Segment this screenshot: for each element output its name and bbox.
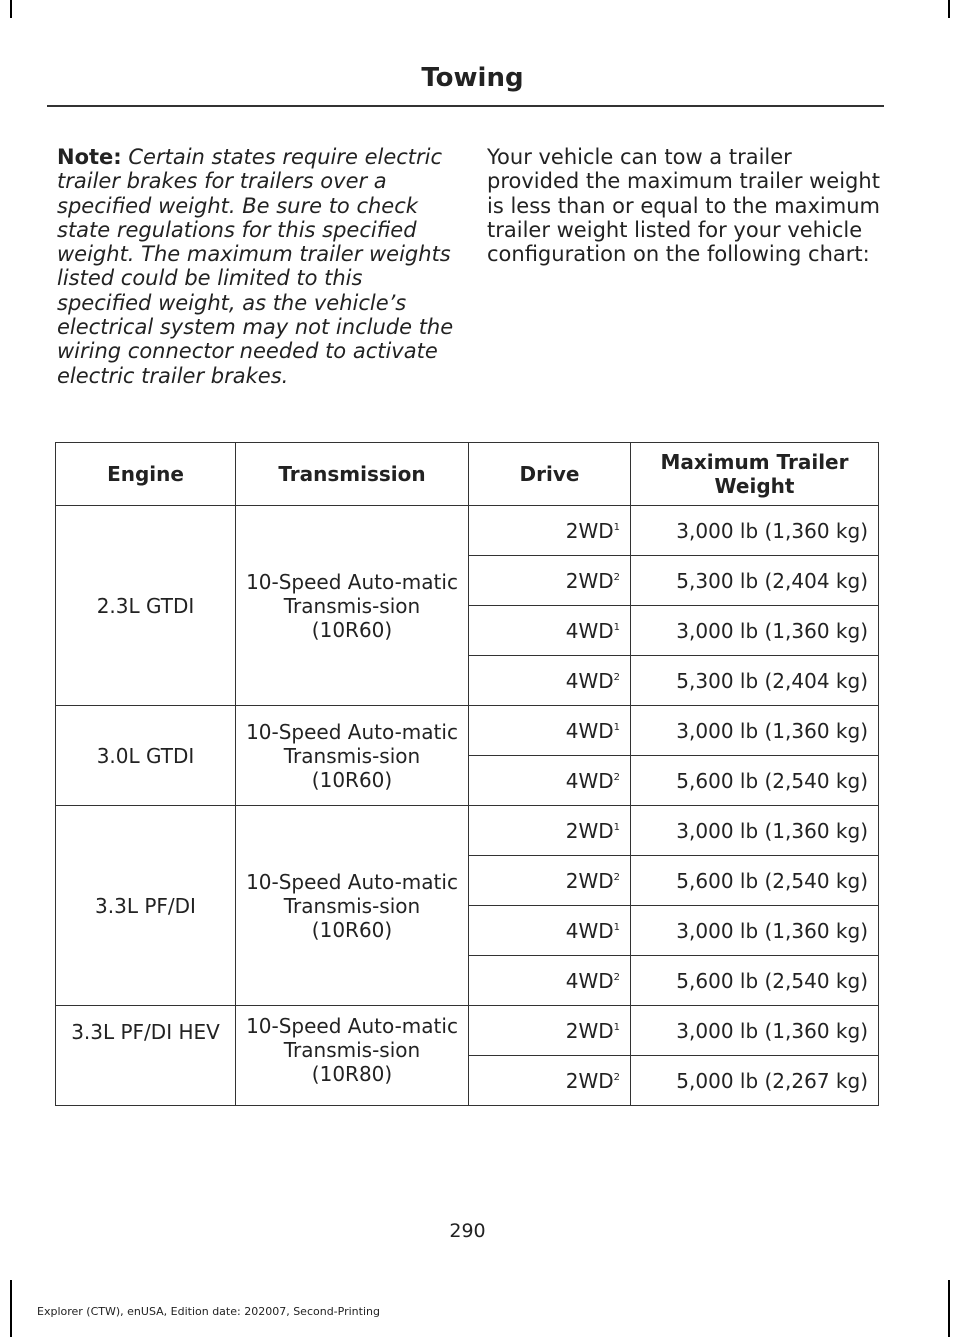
- footnote-ref: 2: [613, 571, 620, 583]
- weight-cell: 5,600 lb (2,540 kg): [631, 756, 879, 806]
- footnote-ref: 1: [613, 521, 620, 533]
- footnote-ref: 2: [613, 671, 620, 683]
- note-paragraph: [57, 145, 457, 388]
- footnote-ref: 1: [613, 721, 620, 733]
- weight-cell: 5,000 lb (2,267 kg): [631, 1056, 879, 1106]
- note-text: Certain states require electric trailer brakes for trailers over a specified weight. Be sure to check state regulations for this specified weight. The maximum trailer weights listed could be limited to this specified weight, as the vehicle’s electrical system may not include the wiring connector needed to activate electric trailer brakes.: [57, 145, 454, 388]
- crop-mark-top-right: [948, 0, 950, 18]
- footnote-ref: 1: [613, 621, 620, 633]
- engine-cell: 3.0L GTDI: [56, 706, 236, 806]
- drive-cell: $2WD^1$: [469, 806, 631, 856]
- weight-cell: 3,000 lb (1,360 kg): [631, 806, 879, 856]
- drive-cell: $2WD^2$: [469, 556, 631, 606]
- header-drive: Drive: [469, 443, 631, 506]
- drive-cell: $4WD^2$: [469, 956, 631, 1006]
- weight-cell: 5,600 lb (2,540 kg): [631, 956, 879, 1006]
- footnote-ref: 2: [613, 871, 620, 883]
- weight-cell: 5,300 lb (2,404 kg): [631, 656, 879, 706]
- header-engine: Engine: [56, 443, 236, 506]
- drive-cell: $4WD^2$: [469, 656, 631, 706]
- crop-mark-bottom-left: [10, 1280, 12, 1337]
- page-title: Towing: [421, 63, 524, 93]
- footnote-ref: 2: [613, 971, 620, 983]
- weight-cell: 5,300 lb (2,404 kg): [631, 556, 879, 606]
- weight-cell: 3,000 lb (1,360 kg): [631, 1006, 879, 1056]
- note-label: Note:: [57, 145, 122, 169]
- transmission-cell: 10-Speed Auto-matic Transmis-sion (10R80): [236, 1006, 469, 1106]
- weight-cell: 3,000 lb (1,360 kg): [631, 606, 879, 656]
- footnote-ref: 1: [613, 921, 620, 933]
- drive-cell: $4WD^1$: [469, 906, 631, 956]
- intro-paragraph: Your vehicle can tow a trailer provided the maximum trailer weight is less than or equal to the maximum trailer weight listed for your vehicle configuration on the following chart:: [487, 145, 880, 267]
- table-header-row: [56, 443, 879, 506]
- weight-cell: 5,600 lb (2,540 kg): [631, 856, 879, 906]
- engine-cell: 2.3L GTDI: [56, 506, 236, 706]
- table-row: [56, 506, 879, 556]
- drive-cell: $2WD^1$: [469, 1006, 631, 1056]
- engine-cell: 3.3L PF/DI: [56, 806, 236, 1006]
- header-divider: [47, 105, 884, 107]
- transmission-cell: 10-Speed Auto-matic Transmis-sion (10R60): [236, 506, 469, 706]
- weight-cell: 3,000 lb (1,360 kg): [631, 906, 879, 956]
- footnote-ref: 2: [613, 771, 620, 783]
- drive-cell: $2WD^2$: [469, 1056, 631, 1106]
- weight-cell: 3,000 lb (1,360 kg): [631, 706, 879, 756]
- drive-cell: $2WD^1$: [469, 506, 631, 556]
- page-number: 290: [449, 1220, 486, 1242]
- header-max-trailer-weight: Maximum Trailer Weight: [631, 443, 879, 506]
- footnote-ref: 1: [613, 821, 620, 833]
- drive-cell: $4WD^1$: [469, 606, 631, 656]
- crop-mark-top-left: [10, 0, 12, 18]
- drive-cell: $4WD^1$: [469, 706, 631, 756]
- footer-edition-info: Explorer (CTW), enUSA, Edition date: 202007, Second-Printing: [37, 1305, 380, 1318]
- footnote-ref: 2: [613, 1071, 620, 1083]
- crop-mark-bottom-right: [948, 1280, 950, 1337]
- table-row: [56, 706, 879, 756]
- drive-cell: $2WD^2$: [469, 856, 631, 906]
- transmission-cell: 10-Speed Auto-matic Transmis-sion (10R60): [236, 706, 469, 806]
- table-row: [56, 806, 879, 856]
- towing-table: [55, 442, 879, 1106]
- weight-cell: 3,000 lb (1,360 kg): [631, 506, 879, 556]
- footnote-ref: 1: [613, 1021, 620, 1033]
- drive-cell: $4WD^2$: [469, 756, 631, 806]
- header-transmission: Transmission: [236, 443, 469, 506]
- table-row: [56, 1006, 879, 1056]
- engine-cell: 3.3L PF/DI HEV: [56, 1006, 236, 1106]
- transmission-cell: 10-Speed Auto-matic Transmis-sion (10R60): [236, 806, 469, 1006]
